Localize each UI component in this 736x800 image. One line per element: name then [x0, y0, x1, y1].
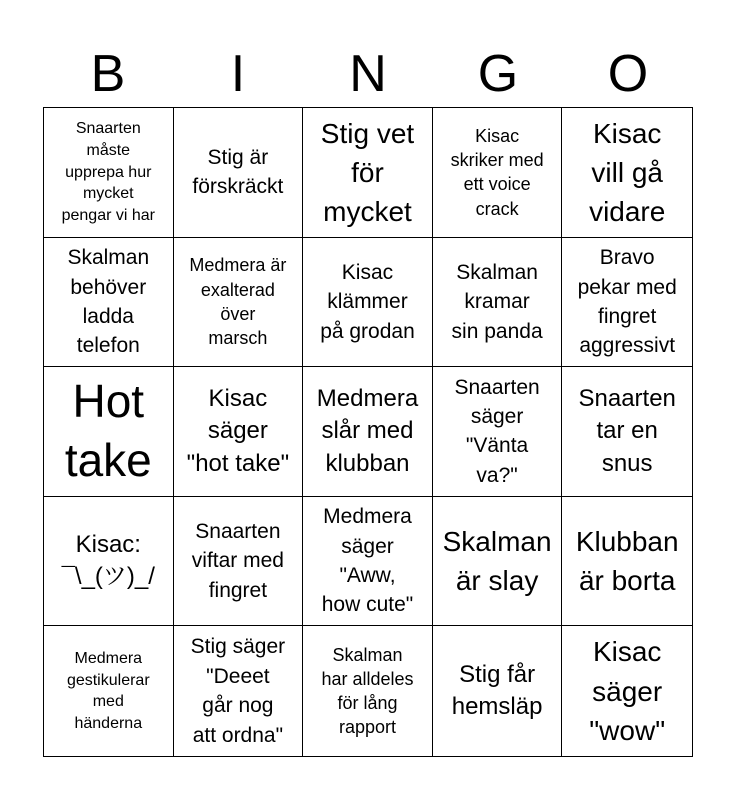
bingo-cell[interactable] — [562, 367, 692, 497]
bingo-cell[interactable] — [44, 497, 174, 627]
title-letter-i: I — [230, 45, 246, 103]
bingo-cell[interactable] — [303, 238, 433, 368]
cell-text: Kisac skriker med ett voice crack — [450, 125, 544, 219]
bingo-cell[interactable] — [174, 108, 304, 238]
cell-text: Medmera gestikulerar med händerna — [66, 650, 150, 732]
cell-text: Snaarten viftar med fingret — [191, 520, 284, 602]
cell-text: Klubban är borta — [575, 525, 679, 597]
bingo-cell[interactable] — [174, 238, 304, 368]
cell-text: Medmera säger "Aww, how cute" — [321, 505, 414, 617]
bingo-cell[interactable] — [433, 626, 563, 756]
bingo-cell[interactable] — [433, 238, 563, 368]
cell-text: Medmera är exalterad över marsch — [189, 255, 287, 349]
bingo-cell[interactable] — [433, 108, 563, 238]
cell-text: Snaarten måste upprepa hur mycket pengar vi har — [61, 120, 155, 224]
cell-text: Stig säger "Deeet går nog att ordna" — [190, 635, 286, 747]
bingo-cell[interactable] — [44, 238, 174, 368]
bingo-cell[interactable] — [433, 367, 563, 497]
cell-text: Stig vet för mycket — [320, 117, 415, 227]
cell-text: Kisac säger "wow" — [589, 636, 666, 746]
title-letter-g: G — [477, 45, 519, 103]
bingo-cell[interactable] — [562, 108, 692, 238]
bingo-cell[interactable] — [174, 367, 304, 497]
bingo-cell[interactable] — [44, 367, 174, 497]
cell-text: Skalman behöver ladda telefon — [67, 246, 150, 358]
bingo-cell[interactable] — [303, 108, 433, 238]
bingo-cell[interactable] — [562, 238, 692, 368]
cell-text: Kisac säger "hot take" — [186, 384, 290, 477]
bingo-cell[interactable] — [433, 497, 563, 627]
cell-text: Skalman har alldeles för lång rapport — [321, 644, 414, 738]
bingo-cell[interactable] — [174, 626, 304, 756]
cell-text: Stig är förskräckt — [192, 145, 284, 199]
cell-text: Bravo pekar med fingret aggressivt — [577, 246, 677, 358]
cell-text: Hot take — [64, 374, 152, 487]
cell-text: Stig får hemsläp — [451, 660, 543, 721]
bingo-cell[interactable] — [44, 626, 174, 756]
bingo-cell[interactable] — [303, 626, 433, 756]
title-letter-o: O — [607, 45, 649, 103]
cell-text: Kisac vill gå vidare — [589, 117, 666, 227]
cell-text: Medmera slår med klubban — [316, 384, 419, 477]
cell-text: Kisac: ¯\_(ツ)_/ — [61, 530, 155, 591]
title-letter-b: B — [90, 45, 126, 103]
bingo-grid — [43, 107, 693, 757]
bingo-cell[interactable] — [562, 497, 692, 627]
bingo-cell[interactable] — [303, 497, 433, 627]
bingo-cell[interactable] — [562, 626, 692, 756]
title-letter-n: N — [349, 45, 387, 103]
bingo-title — [43, 40, 693, 108]
bingo-cell[interactable] — [174, 497, 304, 627]
cell-text: Skalman är slay — [442, 525, 552, 597]
bingo-cell[interactable] — [44, 108, 174, 238]
cell-text: Kisac klämmer på grodan — [320, 260, 415, 343]
cell-text: Snaarten tar en snus — [578, 384, 676, 477]
cell-text: Snaarten säger "Vänta va?" — [454, 375, 540, 487]
bingo-cell[interactable] — [303, 367, 433, 497]
cell-text: Skalman kramar sin panda — [451, 260, 543, 343]
